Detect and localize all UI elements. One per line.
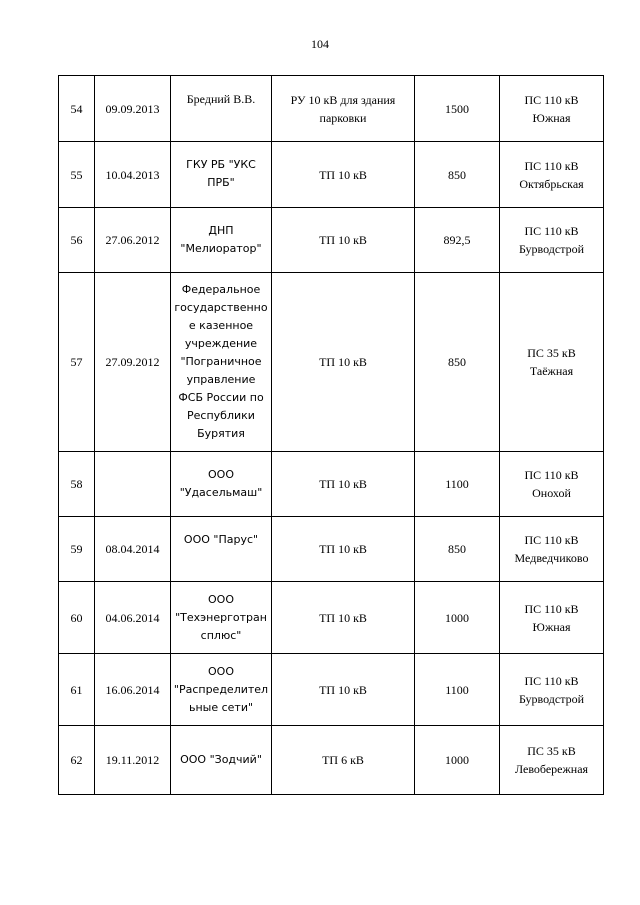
substation-cell: ПС 110 кВ Южная (500, 76, 604, 142)
connections-table (58, 75, 604, 795)
object-cell: ТП 10 кВ (272, 208, 415, 273)
date-cell: 27.06.2012 (95, 208, 171, 273)
applicant-cell: ДНП "Мелиоратор" (171, 208, 272, 273)
date-cell: 08.04.2014 (95, 517, 171, 582)
object-cell: ТП 6 кВ (272, 726, 415, 795)
power-cell: 1100 (415, 452, 500, 517)
row-number-cell: 59 (59, 517, 95, 582)
substation-cell: ПС 35 кВ Таёжная (500, 273, 604, 452)
object-cell: ТП 10 кВ (272, 582, 415, 654)
date-cell: 16.06.2014 (95, 654, 171, 726)
page-number: 104 (311, 37, 329, 51)
object-cell: РУ 10 кВ для здания парковки (272, 76, 415, 142)
row-number-cell: 57 (59, 273, 95, 452)
table-row (59, 142, 604, 208)
power-cell: 1500 (415, 76, 500, 142)
applicant-cell: ООО "Зодчий" (171, 726, 272, 795)
applicant-cell: Бредний В.В. (171, 76, 272, 142)
row-number-cell: 54 (59, 76, 95, 142)
power-cell: 850 (415, 273, 500, 452)
row-number-cell: 60 (59, 582, 95, 654)
power-cell: 892,5 (415, 208, 500, 273)
date-cell (95, 452, 171, 517)
substation-cell: ПС 110 кВ Бурводстрой (500, 208, 604, 273)
object-cell: ТП 10 кВ (272, 517, 415, 582)
row-number-cell: 61 (59, 654, 95, 726)
power-cell: 1000 (415, 582, 500, 654)
substation-cell: ПС 110 кВ Южная (500, 582, 604, 654)
substation-cell: ПС 110 кВ Бурводстрой (500, 654, 604, 726)
table-row (59, 208, 604, 273)
applicant-cell: ООО "Распределител ьные сети" (171, 654, 272, 726)
applicant-cell: ООО "Техэнерготран сплюс" (171, 582, 272, 654)
applicant-cell: ООО "Парус" (171, 517, 272, 582)
object-cell: ТП 10 кВ (272, 273, 415, 452)
table-row (59, 76, 604, 142)
power-cell: 1000 (415, 726, 500, 795)
date-cell: 10.04.2013 (95, 142, 171, 208)
object-cell: ТП 10 кВ (272, 452, 415, 517)
row-number-cell: 56 (59, 208, 95, 273)
power-cell: 1100 (415, 654, 500, 726)
table-row (59, 273, 604, 452)
table-row (59, 452, 604, 517)
power-cell: 850 (415, 517, 500, 582)
row-number-cell: 62 (59, 726, 95, 795)
substation-cell: ПС 110 кВ Медведчиково (500, 517, 604, 582)
object-cell: ТП 10 кВ (272, 142, 415, 208)
substation-cell: ПС 110 кВ Онохой (500, 452, 604, 517)
applicant-cell: ГКУ РБ "УКС ПРБ" (171, 142, 272, 208)
substation-cell: ПС 35 кВ Левобережная (500, 726, 604, 795)
applicant-cell: ООО "Удасельмаш" (171, 452, 272, 517)
table-row (59, 726, 604, 795)
row-number-cell: 55 (59, 142, 95, 208)
substation-cell: ПС 110 кВ Октябрьская (500, 142, 604, 208)
table-row (59, 582, 604, 654)
applicant-cell: Федеральное государственно е казенное учреждение "Пограничное управление ФСБ России по Республики Бурятия (171, 273, 272, 452)
date-cell: 19.11.2012 (95, 726, 171, 795)
date-cell: 09.09.2013 (95, 76, 171, 142)
date-cell: 04.06.2014 (95, 582, 171, 654)
table-row (59, 517, 604, 582)
date-cell: 27.09.2012 (95, 273, 171, 452)
table-row (59, 654, 604, 726)
power-cell: 850 (415, 142, 500, 208)
row-number-cell: 58 (59, 452, 95, 517)
object-cell: ТП 10 кВ (272, 654, 415, 726)
